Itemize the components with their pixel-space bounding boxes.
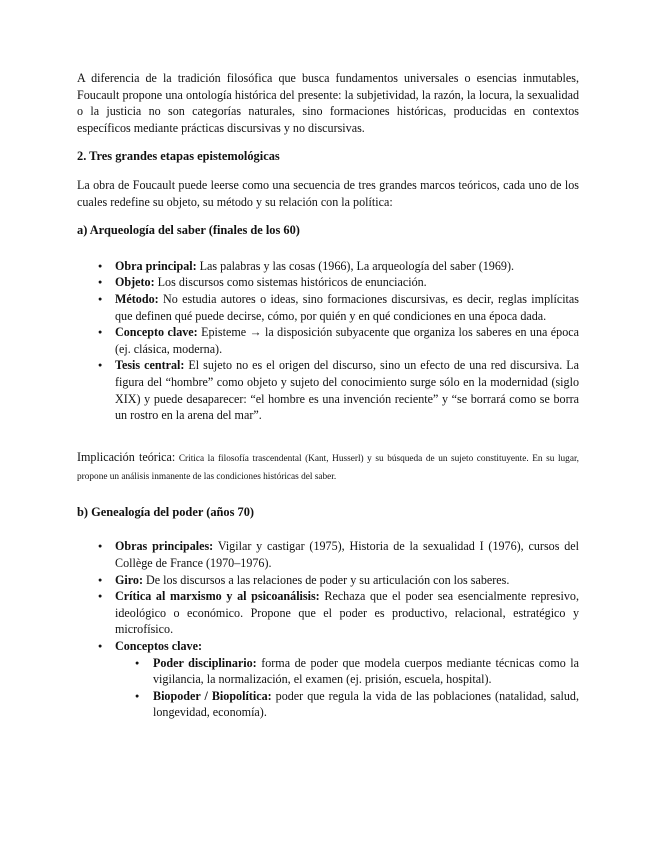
item-text: forma de poder que modela cuerpos mediante técnicas como la vigilancia, la normalización, el examen (ej. prisión, escuela, hospital). xyxy=(153,655,579,687)
section-2-heading: 2. Tres grandes etapas epistemológicas xyxy=(77,149,280,164)
item-label: Concepto clave: xyxy=(115,325,198,340)
item-text: Los discursos como sistemas históricos de enunciación. xyxy=(154,275,427,290)
section-b-list xyxy=(77,538,579,721)
list-item xyxy=(77,588,579,638)
implication-label: Implicación teórica: xyxy=(77,449,176,464)
item-text: De los discursos a las relaciones de poder y su articulación con los saberes. xyxy=(143,572,510,587)
sublist-item xyxy=(115,688,579,721)
item-label: Giro: xyxy=(115,572,143,587)
section-a-heading: a) Arqueología del saber (finales de los 60) xyxy=(77,223,300,238)
item-text: El sujeto no es el origen del discurso, sino un efecto de una red discursiva. La figura del “hombre” como objeto y sujeto del conocimiento surge sólo en la modernidad (siglo XIX) y puede desaparecer: “el hombre es una invención reciente” y “se borrará como se borra un rostro en la arena del mar”. xyxy=(115,358,579,423)
list-item xyxy=(77,324,579,357)
item-label: Poder disciplinario: xyxy=(153,655,257,670)
list-item xyxy=(77,258,579,275)
item-label: Crítica al marxismo y al psicoanálisis: xyxy=(115,589,320,604)
section-a-list xyxy=(77,258,579,424)
item-label: Método: xyxy=(115,291,159,306)
list-item xyxy=(77,291,579,324)
list-item xyxy=(77,538,579,571)
section-2-paragraph: La obra de Foucault puede leerse como una secuencia de tres grandes marcos teóricos, cada uno de los cuales redefine su objeto, su método y su relación con la política: xyxy=(77,177,579,209)
item-text: poder que regula la vida de las poblaciones (natalidad, salud, longevidad, economía). xyxy=(153,688,579,720)
item-text: Vigilar y castigar (1975), Historia de la sexualidad I (1976), cursos del Collège de France (1970–1976). xyxy=(115,539,579,571)
intro-paragraph: A diferencia de la tradición filosófica que busca fundamentos universales o esencias inmutables, Foucault propone una ontología histórica del presente: la subjetividad, la razón, la locura, la sexualidad o la justicia no son categorías naturales, sino formaciones históricas, producidas en contextos específicos mediante prácticas discursivas y no discursivas. xyxy=(77,71,579,135)
item-text: Rechaza que el poder sea esencialmente represivo, ideológico o económico. Propone que el poder es productivo, relacional, estratégico y microfísico. xyxy=(115,589,579,637)
list-item xyxy=(77,638,579,721)
item-label: Objeto: xyxy=(115,275,155,290)
item-label: Tesis central: xyxy=(115,358,185,373)
concepts-sublist xyxy=(115,655,579,721)
document-body xyxy=(77,70,579,721)
list-item xyxy=(77,274,579,291)
list-item xyxy=(77,572,579,589)
item-label: Obra principal: xyxy=(115,258,197,273)
item-label: Conceptos clave: xyxy=(115,639,202,654)
item-label: Obras principales: xyxy=(115,539,214,554)
item-text: Episteme → la disposición subyacente que organiza los saberes en una época (ej. clásica, moderna). xyxy=(115,325,579,356)
item-text: Las palabras y las cosas (1966), La arqueología del saber (1969). xyxy=(196,258,514,273)
implication-text: Critica la filosofía trascendental (Kant, Husserl) y su búsqueda de un sujeto constituyente. En su lugar, propone un análisis inmanente de las condiciones históricas del saber. xyxy=(77,453,580,483)
item-text: No estudia autores o ideas, sino formaciones discursivas, es decir, reglas implícitas que definen qué puede decirse, cómo, por quién y en qué condiciones en una época dada. xyxy=(115,291,579,323)
item-label: Biopoder / Biopolítica: xyxy=(153,688,272,703)
sublist-item xyxy=(115,655,579,688)
list-item xyxy=(77,357,579,423)
section-b-heading: b) Genealogía del poder (años 70) xyxy=(77,504,255,519)
implication-paragraph xyxy=(77,449,579,486)
